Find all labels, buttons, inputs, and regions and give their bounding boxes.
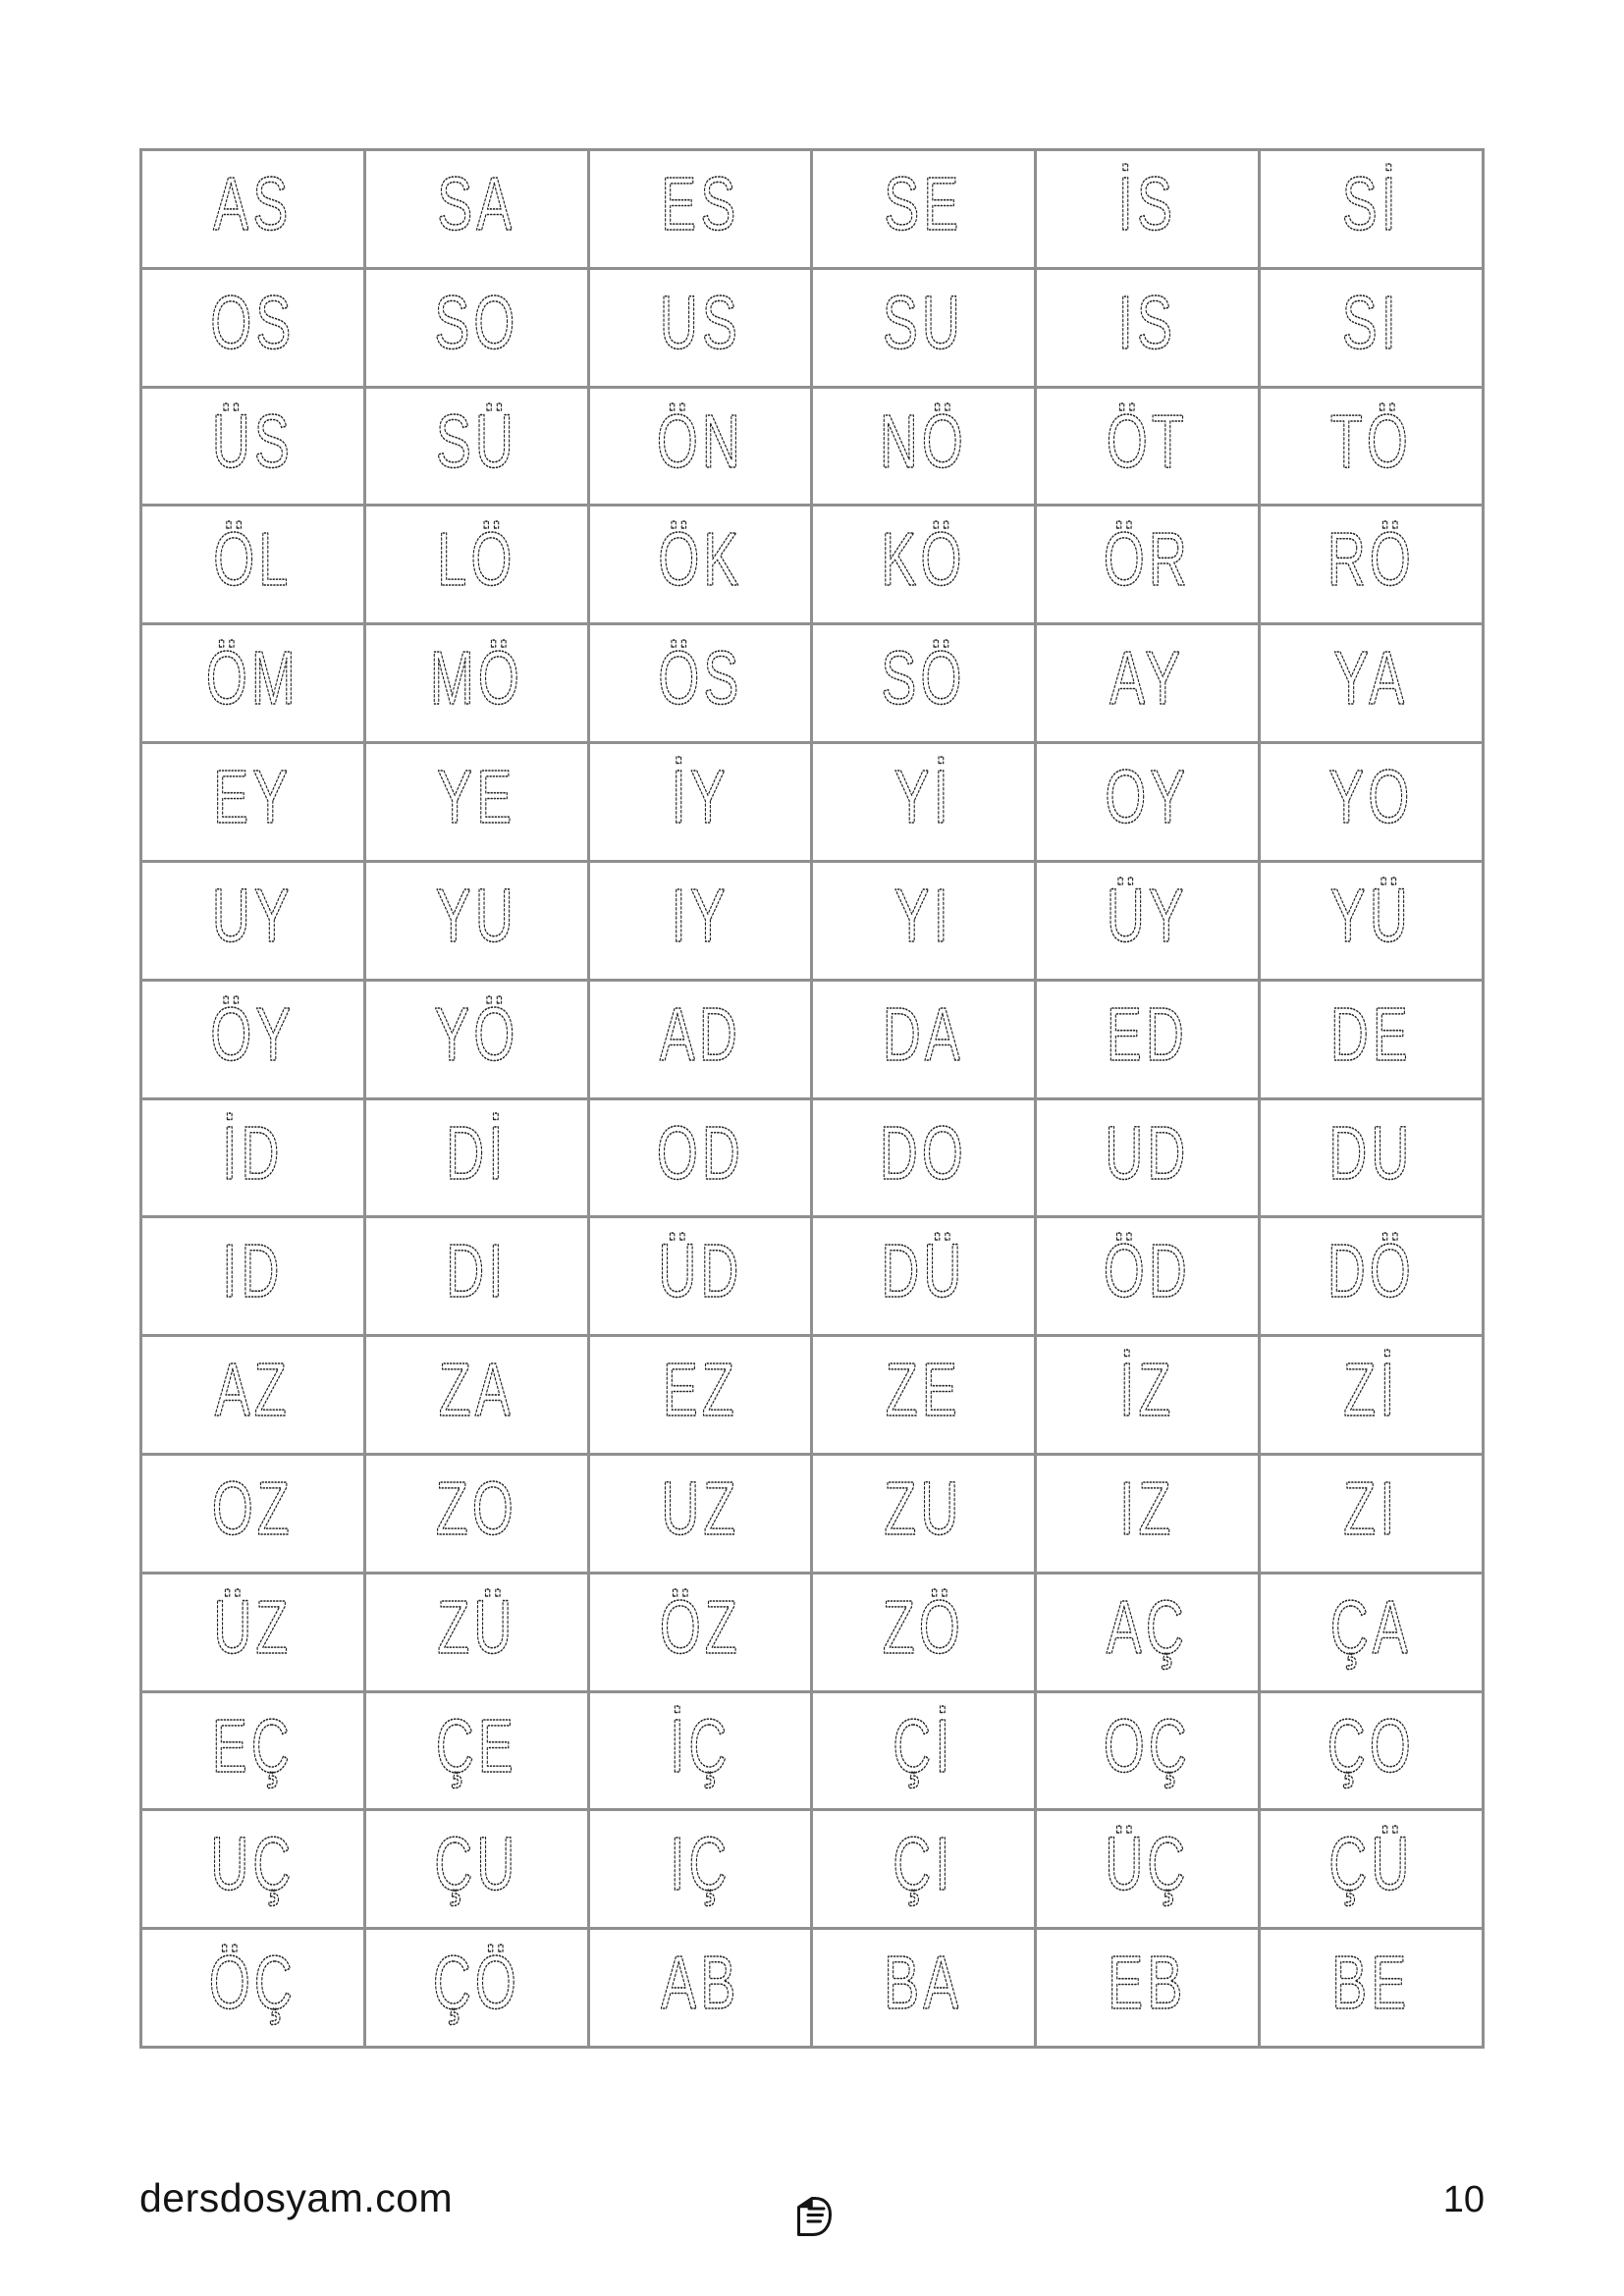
trace-letters: ÇE: [435, 1704, 517, 1789]
trace-letters-canvas: [142, 982, 363, 1097]
trace-letters-canvas: [1037, 1575, 1258, 1690]
trace-letters: ÖÇ: [208, 1941, 297, 2026]
trace-letters-canvas: [366, 1456, 587, 1572]
trace-letters-canvas: [813, 389, 1034, 505]
trace-letters-canvas: [366, 1811, 587, 1927]
trace-letters-canvas: [590, 1456, 811, 1572]
trace-letters: İY: [671, 755, 730, 840]
trace-cell: [1261, 863, 1482, 979]
trace-letters: ÖL: [213, 517, 293, 603]
trace-cell: [1037, 1811, 1258, 1927]
trace-letters-canvas: [1261, 1693, 1482, 1809]
trace-letters-canvas: [813, 151, 1034, 267]
trace-letters-canvas: [366, 1930, 587, 2046]
trace-letters: US: [659, 281, 741, 366]
trace-letters: DI: [446, 1229, 508, 1314]
trace-letters-canvas: [813, 1218, 1034, 1334]
trace-letters-canvas: [1261, 982, 1482, 1097]
trace-cell: [1037, 151, 1258, 267]
trace-letters-canvas: [1037, 1456, 1258, 1572]
trace-letters-canvas: [813, 625, 1034, 741]
trace-letters: SÜ: [435, 400, 517, 484]
trace-cell: [590, 389, 811, 505]
trace-letters-canvas: [366, 1100, 587, 1216]
trace-letters: OZ: [211, 1467, 295, 1552]
trace-letters-canvas: [1037, 982, 1258, 1097]
trace-letters-canvas: [366, 1218, 587, 1334]
trace-cell: [142, 1575, 363, 1690]
trace-letters: İD: [222, 1111, 284, 1196]
trace-letters: YÖ: [434, 992, 519, 1077]
trace-cell: [813, 151, 1034, 267]
trace-letters-canvas: [1261, 1811, 1482, 1927]
trace-letters-canvas: [590, 270, 811, 386]
trace-cell: [366, 389, 587, 505]
trace-letters: AÇ: [1107, 1585, 1189, 1670]
trace-letters: ÇI: [893, 1822, 955, 1907]
trace-letters-canvas: [813, 982, 1034, 1097]
trace-letters-canvas: [366, 270, 587, 386]
trace-letters-canvas: [590, 863, 811, 979]
trace-letters: UD: [1105, 1111, 1190, 1196]
trace-letters-canvas: [142, 1811, 363, 1927]
trace-letters-canvas: [1261, 1575, 1482, 1690]
trace-letters-canvas: [142, 625, 363, 741]
trace-letters-canvas: [1261, 1930, 1482, 2046]
trace-letters-canvas: [813, 270, 1034, 386]
trace-letters: Sİ: [1341, 162, 1401, 247]
trace-letters-canvas: [366, 982, 587, 1097]
trace-cell: [1261, 625, 1482, 741]
trace-letters-canvas: [1261, 507, 1482, 622]
trace-letters: DA: [883, 992, 965, 1077]
trace-cell: [142, 389, 363, 505]
trace-letters: ÜD: [657, 1229, 743, 1314]
trace-letters: ÇÜ: [1328, 1822, 1414, 1907]
trace-cell: [366, 625, 587, 741]
trace-letters-canvas: [813, 1575, 1034, 1690]
trace-letters-canvas: [1037, 151, 1258, 267]
trace-letters: DU: [1328, 1111, 1414, 1196]
trace-cell: [590, 1811, 811, 1927]
trace-cell: [813, 1100, 1034, 1216]
trace-cell: [813, 1218, 1034, 1334]
trace-cell: [1261, 744, 1482, 860]
trace-letters-canvas: [1261, 625, 1482, 741]
trace-cell: [366, 270, 587, 386]
trace-cell: [1261, 1337, 1482, 1453]
trace-cell: [1261, 270, 1482, 386]
trace-cell: [1037, 270, 1258, 386]
trace-letters-canvas: [813, 744, 1034, 860]
trace-cell: [366, 1100, 587, 1216]
trace-letters: DE: [1329, 992, 1413, 1077]
trace-letters: AY: [1110, 636, 1185, 721]
trace-letters: AS: [213, 162, 293, 247]
trace-cell: [1037, 625, 1258, 741]
trace-letters: NÖ: [880, 400, 968, 484]
trace-cell: [142, 1693, 363, 1809]
trace-cell: [366, 744, 587, 860]
trace-letters-canvas: [813, 1337, 1034, 1453]
trace-letters-canvas: [1261, 389, 1482, 505]
trace-letters: ÖM: [205, 636, 299, 721]
trace-cell: [142, 1456, 363, 1572]
trace-cell: [1261, 1218, 1482, 1334]
trace-cell: [1037, 389, 1258, 505]
trace-letters: ÖR: [1104, 517, 1192, 603]
trace-cell: [1261, 389, 1482, 505]
trace-letters: RÖ: [1326, 517, 1416, 603]
trace-letters: İÇ: [669, 1704, 731, 1789]
trace-cell: [366, 1456, 587, 1572]
trace-letters: ID: [222, 1229, 284, 1314]
trace-letters-canvas: [1261, 1456, 1482, 1572]
trace-letters: ZE: [886, 1348, 962, 1433]
trace-letters: SÖ: [881, 636, 967, 721]
trace-cell: [813, 1693, 1034, 1809]
trace-letters-canvas: [366, 151, 587, 267]
trace-letters-canvas: [590, 1693, 811, 1809]
trace-letters-canvas: [590, 982, 811, 1097]
trace-letters: OÇ: [1104, 1704, 1192, 1789]
trace-letters: ÖY: [210, 992, 296, 1077]
trace-letters: YÜ: [1329, 874, 1413, 959]
trace-letters-canvas: [1037, 270, 1258, 386]
trace-letters: ÇU: [434, 1822, 519, 1907]
trace-cell: [1037, 863, 1258, 979]
trace-letters-canvas: [590, 744, 811, 860]
trace-cell: [142, 744, 363, 860]
trace-letters-canvas: [142, 389, 363, 505]
trace-letters: ZA: [438, 1348, 514, 1433]
trace-letters-canvas: [366, 744, 587, 860]
trace-letters: SU: [883, 281, 965, 366]
trace-cell: [1037, 1693, 1258, 1809]
trace-letters-canvas: [1037, 389, 1258, 505]
trace-cell: [1261, 1930, 1482, 2046]
trace-cell: [590, 1930, 811, 2046]
trace-letters-canvas: [142, 1100, 363, 1216]
trace-letters: YO: [1328, 755, 1414, 840]
document-icon: [786, 2195, 834, 2238]
trace-cell: [366, 1811, 587, 1927]
trace-letters-canvas: [813, 1930, 1034, 2046]
trace-letters: ÇA: [1329, 1585, 1413, 1670]
trace-letters-canvas: [1037, 507, 1258, 622]
trace-cell: [1261, 1456, 1482, 1572]
trace-letters: IS: [1118, 281, 1177, 366]
trace-letters-canvas: [1261, 270, 1482, 386]
trace-letters-canvas: [590, 151, 811, 267]
trace-letters-canvas: [366, 1693, 587, 1809]
trace-letters-canvas: [590, 1811, 811, 1927]
trace-letters: LÖ: [437, 517, 516, 603]
trace-letters-canvas: [813, 1693, 1034, 1809]
trace-letters: ÜS: [211, 400, 295, 484]
trace-letters-canvas: [813, 863, 1034, 979]
trace-letters-canvas: [590, 507, 811, 622]
trace-letters-canvas: [142, 270, 363, 386]
trace-cell: [590, 1337, 811, 1453]
trace-cell: [590, 1218, 811, 1334]
trace-letters-canvas: [813, 1456, 1034, 1572]
trace-cell: [590, 982, 811, 1097]
trace-letters: ZÜ: [437, 1585, 516, 1670]
trace-letters-canvas: [813, 1100, 1034, 1216]
trace-cell: [142, 625, 363, 741]
trace-cell: [142, 863, 363, 979]
trace-letters: EZ: [662, 1348, 738, 1433]
trace-letters: SE: [884, 162, 964, 247]
trace-letters: ED: [1107, 992, 1189, 1077]
trace-letters-canvas: [590, 389, 811, 505]
trace-letters-canvas: [1037, 1100, 1258, 1216]
trace-letters-canvas: [1037, 863, 1258, 979]
page-number: 10: [1442, 2179, 1485, 2220]
trace-cell: [1261, 1693, 1482, 1809]
trace-cell: [1037, 1575, 1258, 1690]
trace-letters-canvas: [142, 507, 363, 622]
trace-cell: [1261, 982, 1482, 1097]
trace-letters: AZ: [214, 1348, 292, 1433]
trace-letters-canvas: [1037, 1337, 1258, 1453]
trace-letters: ZÖ: [883, 1585, 965, 1670]
trace-letters: OY: [1105, 755, 1190, 840]
trace-cell: [366, 1575, 587, 1690]
trace-letters: ES: [660, 162, 740, 247]
trace-letters: UZ: [660, 1467, 740, 1552]
trace-cell: [813, 1575, 1034, 1690]
trace-cell: [142, 1218, 363, 1334]
trace-cell: [590, 1693, 811, 1809]
trace-letters-canvas: [590, 1337, 811, 1453]
trace-cell: [1037, 1218, 1258, 1334]
trace-letters-canvas: [142, 1218, 363, 1334]
trace-cell: [1261, 151, 1482, 267]
trace-letters: KÖ: [881, 517, 967, 603]
trace-letters-canvas: [1037, 744, 1258, 860]
trace-letters: ÖN: [656, 400, 744, 484]
trace-cell: [142, 507, 363, 622]
trace-letters: ÜÇ: [1105, 1822, 1190, 1907]
trace-letters-canvas: [142, 151, 363, 267]
trace-letters: İS: [1118, 162, 1177, 247]
trace-letters-canvas: [590, 1930, 811, 2046]
trace-letters: TÖ: [1329, 400, 1413, 484]
trace-letters: MÖ: [429, 636, 523, 721]
trace-letters: EY: [213, 755, 293, 840]
trace-letters-canvas: [1261, 1100, 1482, 1216]
trace-letters-canvas: [142, 1456, 363, 1572]
trace-letters-canvas: [1261, 1218, 1482, 1334]
trace-cell: [1261, 1575, 1482, 1690]
trace-cell: [590, 507, 811, 622]
trace-cell: [590, 151, 811, 267]
trace-cell: [590, 1100, 811, 1216]
trace-letters: Dİ: [446, 1111, 508, 1196]
trace-letters: ZO: [435, 1467, 517, 1552]
trace-letters: ÖS: [657, 636, 743, 721]
trace-cell: [366, 982, 587, 1097]
trace-letters: ÖZ: [659, 1585, 741, 1670]
trace-cell: [1037, 982, 1258, 1097]
trace-letters: EÇ: [211, 1704, 295, 1789]
trace-letters: ÜY: [1107, 874, 1189, 959]
trace-cell: [590, 1575, 811, 1690]
trace-cell: [1037, 1930, 1258, 2046]
trace-cell: [1261, 507, 1482, 622]
trace-cell: [813, 982, 1034, 1097]
trace-cell: [590, 744, 811, 860]
trace-cell: [366, 1930, 587, 2046]
trace-cell: [813, 625, 1034, 741]
trace-letters: SA: [437, 162, 516, 247]
trace-letters-canvas: [142, 1575, 363, 1690]
trace-cell: [813, 1811, 1034, 1927]
trace-cell: [813, 1337, 1034, 1453]
trace-letters: ÜZ: [213, 1585, 293, 1670]
trace-letters-canvas: [1037, 1811, 1258, 1927]
trace-cell: [366, 1693, 587, 1809]
trace-cell: [366, 1218, 587, 1334]
trace-letters-canvas: [142, 744, 363, 860]
trace-letters: ÇÖ: [432, 1941, 520, 2026]
trace-letters-canvas: [1037, 1930, 1258, 2046]
trace-cell: [1037, 1456, 1258, 1572]
trace-letters: AB: [660, 1941, 740, 2026]
website-link[interactable]: dersdosyam.com: [139, 2175, 454, 2220]
trace-letters: YE: [437, 755, 516, 840]
trace-cell: [366, 1337, 587, 1453]
trace-cell: [813, 744, 1034, 860]
trace-cell: [1037, 744, 1258, 860]
trace-letters: ÖT: [1107, 400, 1189, 484]
trace-letters: UY: [211, 874, 295, 959]
trace-letters-canvas: [1037, 625, 1258, 741]
trace-cell: [142, 1337, 363, 1453]
trace-letters-canvas: [366, 1337, 587, 1453]
trace-cell: [813, 389, 1034, 505]
trace-cell: [590, 270, 811, 386]
trace-letters: YA: [1333, 636, 1409, 721]
trace-cell: [142, 1930, 363, 2046]
trace-letters: UÇ: [210, 1822, 296, 1907]
trace-letters-canvas: [142, 1930, 363, 2046]
trace-letters: ÖK: [657, 517, 743, 603]
trace-letters: Yİ: [894, 755, 953, 840]
trace-letters: DO: [880, 1111, 968, 1196]
trace-letters: ZU: [884, 1467, 963, 1552]
trace-cell: [1037, 507, 1258, 622]
trace-cell: [1037, 1100, 1258, 1216]
trace-cell: [813, 507, 1034, 622]
trace-letters: YU: [435, 874, 517, 959]
trace-letters-canvas: [366, 389, 587, 505]
trace-letters-canvas: [813, 1811, 1034, 1927]
trace-letters-canvas: [1261, 744, 1482, 860]
trace-letters-canvas: [1037, 1693, 1258, 1809]
trace-letters: ÇO: [1326, 1704, 1416, 1789]
trace-letters-canvas: [366, 507, 587, 622]
trace-letters-canvas: [142, 1337, 363, 1453]
trace-letters: AD: [659, 992, 741, 1077]
trace-letters: EB: [1108, 1941, 1187, 2026]
trace-cell: [142, 151, 363, 267]
trace-cell: [813, 863, 1034, 979]
trace-cell: [1261, 1100, 1482, 1216]
trace-letters-canvas: [366, 863, 587, 979]
trace-letters: Çİ: [893, 1704, 955, 1789]
trace-cell: [590, 863, 811, 979]
trace-letters: YI: [894, 874, 953, 959]
trace-letters-canvas: [590, 1218, 811, 1334]
trace-letters: DÖ: [1326, 1229, 1416, 1314]
trace-cell: [142, 1100, 363, 1216]
trace-cell: [1261, 1811, 1482, 1927]
trace-letters-canvas: [1037, 1218, 1258, 1334]
trace-letters: SI: [1341, 281, 1401, 366]
trace-letters-canvas: [366, 1575, 587, 1690]
trace-letters-canvas: [1261, 151, 1482, 267]
trace-cell: [590, 625, 811, 741]
trace-letters-canvas: [590, 625, 811, 741]
trace-cell: [142, 982, 363, 1097]
trace-letters: BE: [1331, 1941, 1411, 2026]
trace-letters: BA: [884, 1941, 964, 2026]
trace-letters: IY: [671, 874, 730, 959]
trace-letters: DÜ: [881, 1229, 966, 1314]
trace-letters: OS: [210, 281, 296, 366]
trace-letters-canvas: [590, 1100, 811, 1216]
trace-cell: [142, 1811, 363, 1927]
trace-letters: ZI: [1343, 1467, 1399, 1552]
trace-cell: [366, 507, 587, 622]
trace-cell: [813, 1456, 1034, 1572]
trace-letters-canvas: [142, 1693, 363, 1809]
trace-cell: [366, 863, 587, 979]
trace-letters-canvas: [366, 625, 587, 741]
trace-grid: [139, 148, 1485, 2049]
trace-letters: IZ: [1119, 1467, 1175, 1552]
trace-cell: [366, 151, 587, 267]
trace-letters: IÇ: [669, 1822, 731, 1907]
trace-cell: [1037, 1337, 1258, 1453]
trace-letters-canvas: [813, 507, 1034, 622]
trace-cell: [813, 270, 1034, 386]
trace-cell: [590, 1456, 811, 1572]
trace-letters: OD: [656, 1111, 744, 1196]
trace-letters-canvas: [590, 1575, 811, 1690]
trace-letters-canvas: [142, 863, 363, 979]
trace-letters: İZ: [1119, 1348, 1175, 1433]
trace-letters: SO: [434, 281, 519, 366]
trace-cell: [142, 270, 363, 386]
trace-cell: [813, 1930, 1034, 2046]
trace-letters-canvas: [1261, 863, 1482, 979]
trace-letters: ÖD: [1104, 1229, 1192, 1314]
trace-letters-canvas: [1261, 1337, 1482, 1453]
trace-letters: Zİ: [1343, 1348, 1399, 1433]
